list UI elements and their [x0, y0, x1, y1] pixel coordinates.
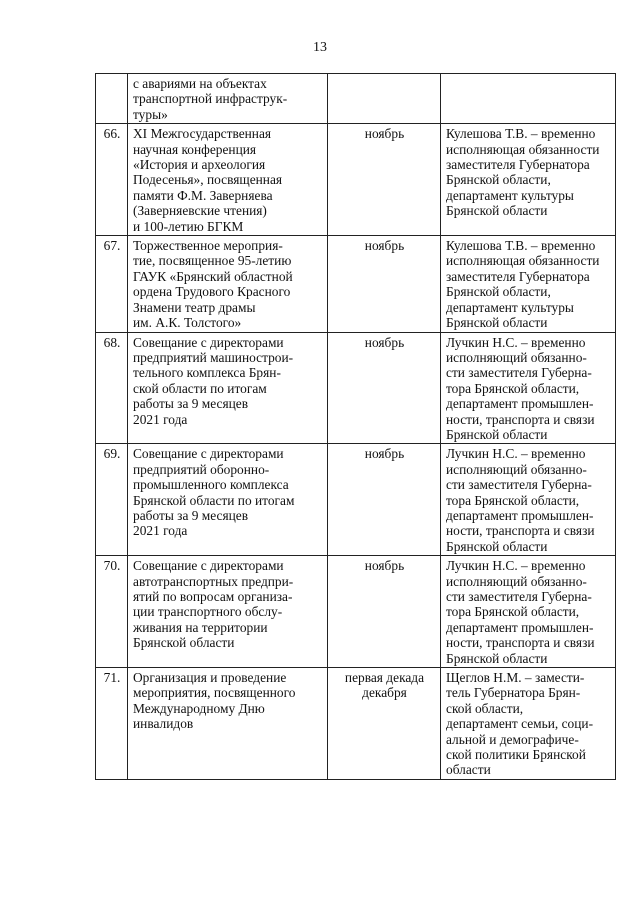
cell-text-line: сти заместителя Губерна-: [446, 365, 592, 381]
cell-text-line: ордена Трудового Красного: [133, 284, 291, 300]
cell-text-line: (Заверняевские чтения): [133, 203, 267, 219]
cell-text-line: Брянской области по итогам: [133, 492, 295, 508]
cell-text-line: Брянской области: [446, 315, 548, 331]
event-date-cell: [328, 74, 441, 124]
cell-text-line: предприятий оборонно-: [133, 461, 270, 477]
table-row: [96, 444, 616, 556]
cell-text-line: XI Межгосударственная: [133, 126, 272, 142]
event-date-cell: [328, 668, 441, 780]
cell-text-line: ской области,: [446, 700, 524, 716]
cell-text-line: работы за 9 месяцев: [133, 396, 249, 412]
row-number-cell: 70.: [96, 556, 128, 668]
cell-text-line: ности, транспорта и связи: [446, 635, 595, 651]
table-row: [96, 74, 616, 124]
cell-text-line: ции транспортного обслу-: [133, 604, 283, 620]
events-plan-body: [96, 74, 616, 780]
cell-text-line: тельного комплекса Брян-: [133, 365, 281, 381]
responsible-cell: [441, 332, 616, 444]
cell-text-line: Брянской области: [446, 538, 548, 554]
cell-text-line: Организация и проведение: [133, 670, 287, 686]
event-date-cell: [328, 332, 441, 444]
cell-text-line: Международному Дню: [133, 700, 265, 716]
event-title-cell: [128, 332, 328, 444]
cell-text-line: живания на территории: [133, 619, 268, 635]
cell-text-line: ятий по вопросам организа-: [133, 589, 293, 604]
responsible-cell: [441, 668, 616, 780]
cell-text-line: научная конференция: [133, 141, 257, 157]
cell-text-line: мероприятия, посвященного: [133, 685, 296, 701]
cell-text-line: и 100-летию БГКМ: [133, 218, 244, 234]
cell-text-line: ноябрь: [364, 126, 405, 142]
table-row: [96, 236, 616, 332]
row-number-cell: [96, 74, 128, 124]
cell-text-line: Кулешова Т.В. – временно: [446, 126, 596, 142]
cell-text-line: Брянской области,: [446, 284, 551, 300]
cell-text-line: исполняющая обязанности: [446, 141, 600, 157]
cell-text-line: Подесенья», посвященная: [133, 172, 283, 188]
cell-text-line: ноябрь: [364, 334, 405, 350]
cell-text-line: ноябрь: [364, 446, 405, 462]
event-date-cell: [328, 444, 441, 556]
cell-text-line: Лучкин Н.С. – временно: [446, 334, 586, 350]
event-title-cell: [128, 556, 328, 668]
cell-text-line: Брянской области: [446, 203, 548, 219]
cell-text-line: департамент культуры: [446, 187, 574, 203]
cell-text-line: 2021 года: [133, 411, 188, 427]
responsible-cell: [441, 556, 616, 668]
cell-text-line: исполняющая обязанности: [446, 253, 600, 269]
cell-text-line: работы за 9 месяцев: [133, 507, 249, 523]
cell-text-line: сти заместителя Губерна-: [446, 589, 592, 604]
row-number-cell: 71.: [96, 668, 128, 780]
event-date-cell: [328, 236, 441, 332]
cell-text-line: Лучкин Н.С. – временно: [446, 446, 586, 462]
cell-text-line: транспортной инфраструк-: [133, 91, 288, 107]
event-title-cell: [128, 668, 328, 780]
cell-text-line: инвалидов: [133, 716, 194, 732]
cell-text-line: Совещание с директорами: [133, 334, 284, 350]
cell-text-line: тие, посвященное 95-летию: [133, 253, 292, 269]
row-number-cell: 67.: [96, 236, 128, 332]
cell-text-line: альной и демографиче-: [446, 731, 579, 747]
cell-text-line: Совещание с директорами: [133, 446, 284, 462]
cell-text-line: исполняющий обязанно-: [446, 349, 587, 365]
cell-text-line: Совещание с директорами: [133, 558, 284, 574]
cell-text-line: декабря: [362, 685, 407, 701]
page-number: 13: [313, 40, 327, 55]
cell-text-line: департамент промышлен-: [446, 396, 594, 412]
cell-text-line: ноябрь: [364, 238, 405, 254]
cell-text-line: с авариями на объектах: [133, 76, 267, 91]
cell-text-line: ской политики Брянской: [446, 747, 586, 763]
cell-text-line: исполняющий обязанно-: [446, 573, 587, 589]
cell-text-line: заместителя Губернатора: [446, 268, 590, 284]
table-row: [96, 556, 616, 668]
responsible-cell: [441, 74, 616, 124]
cell-text-line: департамент семьи, соци-: [446, 716, 594, 732]
cell-text-line: департамент культуры: [446, 299, 574, 315]
cell-text-line: Знамени театр драмы: [133, 299, 256, 315]
table-row: [96, 332, 616, 444]
cell-text-line: департамент промышлен-: [446, 507, 594, 523]
cell-text-line: заместителя Губернатора: [446, 157, 590, 173]
row-number-cell: 66.: [96, 124, 128, 236]
cell-text-line: памяти Ф.М. Заверняева: [133, 187, 273, 203]
responsible-cell: [441, 124, 616, 236]
row-number-cell: 69.: [96, 444, 128, 556]
cell-text-line: Щеглов Н.М. – замести-: [446, 670, 585, 686]
cell-text-line: тора Брянской области,: [446, 604, 580, 620]
cell-text-line: Брянской области: [133, 635, 235, 651]
responsible-cell: [441, 236, 616, 332]
cell-text-line: департамент промышлен-: [446, 619, 594, 635]
cell-text-line: первая декада: [344, 670, 425, 686]
cell-text-line: тора Брянской области,: [446, 492, 580, 508]
table-row: [96, 124, 616, 236]
event-title-cell: [128, 444, 328, 556]
event-title-cell: [128, 124, 328, 236]
cell-text-line: «История и археология: [133, 157, 266, 173]
cell-text-line: исполняющий обязанно-: [446, 461, 587, 477]
event-title-cell: [128, 236, 328, 332]
cell-text-line: промышленного комплекса: [133, 477, 289, 493]
cell-text-line: ности, транспорта и связи: [446, 523, 595, 539]
cell-text-line: им. А.К. Толстого»: [133, 315, 242, 331]
cell-text-line: тора Брянской области,: [446, 380, 580, 396]
events-plan-table: [95, 73, 616, 780]
responsible-cell: [441, 444, 616, 556]
event-date-cell: [328, 556, 441, 668]
cell-text-line: Брянской области: [446, 650, 548, 666]
event-title-cell: [128, 74, 328, 124]
cell-text-line: Брянской области: [446, 426, 548, 442]
cell-text-line: ГАУК «Брянский областной: [133, 268, 293, 284]
cell-text-line: Брянской области,: [446, 172, 551, 188]
cell-text-line: Лучкин Н.С. – временно: [446, 558, 586, 574]
cell-text-line: 2021 года: [133, 523, 188, 539]
cell-text-line: Торжественное мероприя-: [133, 238, 283, 254]
cell-text-line: области: [446, 762, 491, 778]
cell-text-line: сти заместителя Губерна-: [446, 477, 592, 493]
cell-text-line: туры»: [133, 106, 168, 122]
row-number-cell: 68.: [96, 332, 128, 444]
cell-text-line: ности, транспорта и связи: [446, 411, 595, 427]
cell-text-line: Кулешова Т.В. – временно: [446, 238, 596, 254]
cell-text-line: ноябрь: [364, 558, 405, 574]
cell-text-line: предприятий машинострои-: [133, 349, 294, 365]
table-row: [96, 668, 616, 780]
event-date-cell: [328, 124, 441, 236]
cell-text-line: ской области по итогам: [133, 380, 267, 396]
cell-text-line: автотранспортных предпри-: [133, 573, 294, 589]
cell-text-line: тель Губернатора Брян-: [446, 685, 581, 701]
